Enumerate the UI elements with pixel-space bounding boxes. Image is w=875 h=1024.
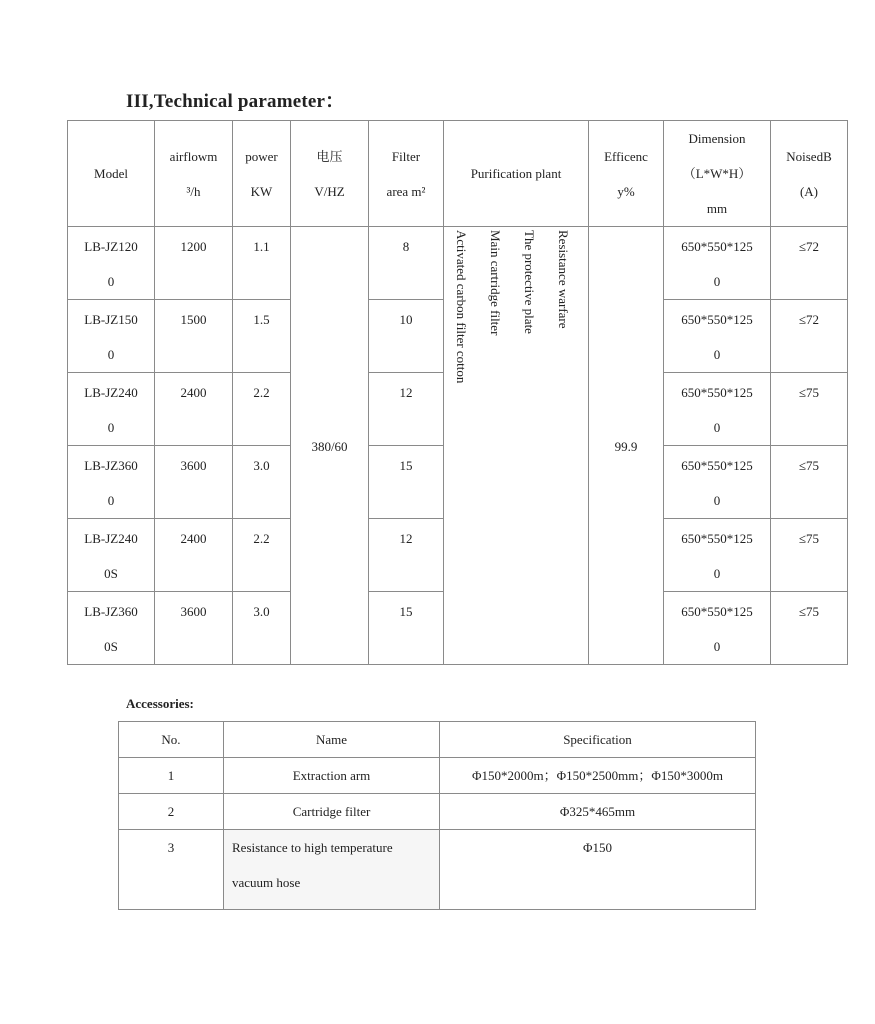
name-cell: Cartridge filter [224,794,440,830]
efficiency-merged-cell: 99.9 [589,227,664,665]
dimension-cell: 650*550*125 0 [664,519,771,592]
power-cell: 3.0 [233,446,291,519]
power-cell: 2.2 [233,373,291,446]
table-row [119,830,756,910]
header-dimension: Dimension （L*W*H） mm [664,121,771,227]
no-cell: 3 [119,830,224,910]
table-row [119,794,756,830]
airflow-cell: 1200 [155,227,233,300]
dimension-cell: 650*550*125 0 [664,446,771,519]
model-cell: LB-JZ360 0 [68,446,155,519]
purification-item: Activated carbon filter cotton [454,230,469,384]
dimension-cell: 650*550*125 0 [664,373,771,446]
airflow-cell: 3600 [155,592,233,665]
header-airflow: airflowm ³/h [155,121,233,227]
noise-cell: ≤72 [771,227,848,300]
specification-cell: Φ150*2000m；Φ150*2500mm；Φ150*3000m [440,758,756,794]
purification-item: The protective plate [522,230,537,334]
noise-cell: ≤72 [771,300,848,373]
model-cell: LB-JZ360 0S [68,592,155,665]
header-specification: Specification [440,722,756,758]
filter-area-cell: 15 [369,446,444,519]
header-purification-plant: Purification plant [444,121,589,227]
header-efficiency: Efficenc y% [589,121,664,227]
voltage-merged-cell: 380/60 [291,227,369,665]
purification-item: Main cartridge filter [488,230,503,336]
dimension-cell: 650*550*125 0 [664,300,771,373]
power-cell: 1.5 [233,300,291,373]
header-power: power KW [233,121,291,227]
airflow-cell: 3600 [155,446,233,519]
dimension-cell: 650*550*125 0 [664,592,771,665]
name-cell: Extraction arm [224,758,440,794]
accessories-heading: Accessories: [126,696,194,711]
header-no: No. [119,722,224,758]
model-cell: LB-JZ120 0 [68,227,155,300]
filter-area-cell: 12 [369,519,444,592]
header-filter-area: Filter area m² [369,121,444,227]
airflow-cell: 2400 [155,373,233,446]
table-header-row [119,722,756,758]
model-cell: LB-JZ150 0 [68,300,155,373]
header-model: Model [68,121,155,227]
header-noise: NoisedB (A) [771,121,848,227]
technical-parameter-table [67,120,848,665]
header-name: Name [224,722,440,758]
purification-plant-merged-cell [444,227,589,665]
filter-area-cell: 12 [369,373,444,446]
specification-cell: Φ325*465mm [440,794,756,830]
filter-area-cell: 8 [369,227,444,300]
power-cell: 3.0 [233,592,291,665]
section-heading: III,Technical parameter： [126,91,345,112]
model-cell: LB-JZ240 0 [68,373,155,446]
no-cell: 1 [119,758,224,794]
specification-cell: Φ150 [440,830,756,910]
filter-area-cell: 15 [369,592,444,665]
filter-area-cell: 10 [369,300,444,373]
accessories-table [118,721,756,910]
table-row [68,227,848,300]
power-cell: 2.2 [233,519,291,592]
purification-item: Resistance warfare [556,230,571,329]
table-row [119,758,756,794]
table-header-row [68,121,848,227]
name-cell: Resistance to high temperature vacuum hose [224,830,440,910]
noise-cell: ≤75 [771,446,848,519]
dimension-cell: 650*550*125 0 [664,227,771,300]
no-cell: 2 [119,794,224,830]
noise-cell: ≤75 [771,519,848,592]
power-cell: 1.1 [233,227,291,300]
airflow-cell: 1500 [155,300,233,373]
model-cell: LB-JZ240 0S [68,519,155,592]
header-voltage: 电压 V/HZ [291,121,369,227]
purification-plant-list [448,230,576,630]
airflow-cell: 2400 [155,519,233,592]
noise-cell: ≤75 [771,592,848,665]
noise-cell: ≤75 [771,373,848,446]
